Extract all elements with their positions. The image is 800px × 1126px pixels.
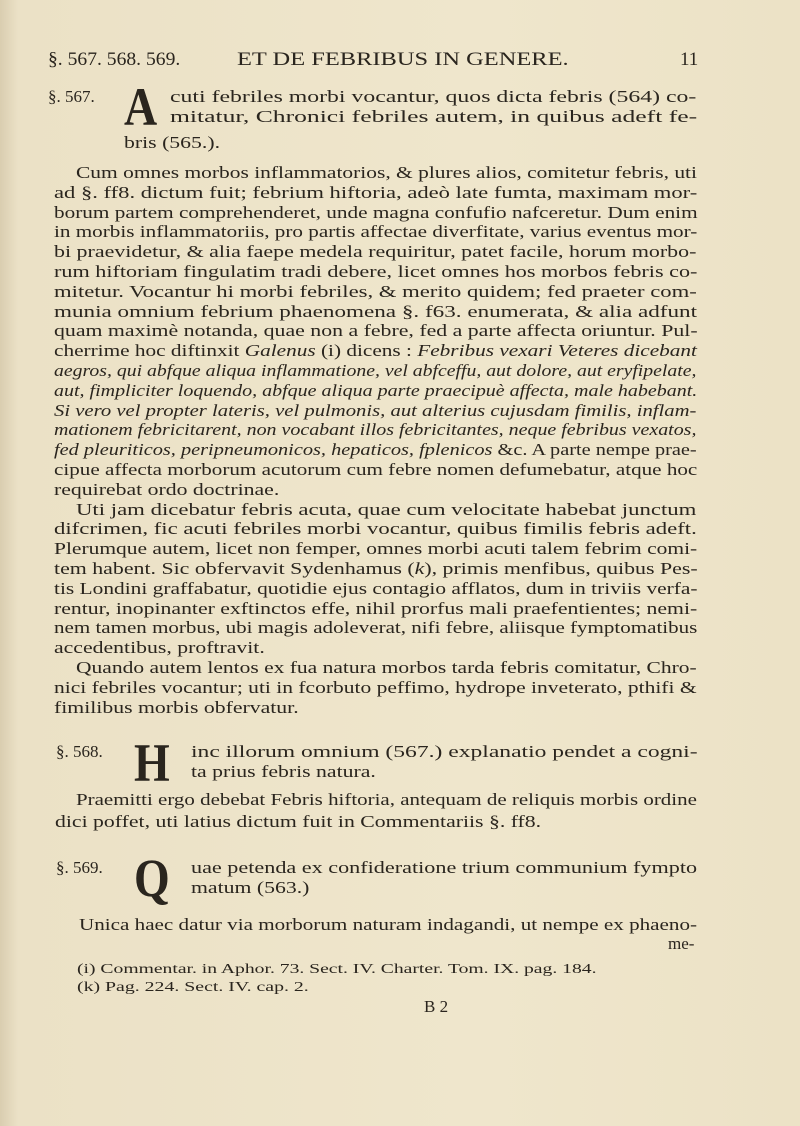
italic-text: aut, fimpliciter loquendo, abfque aliqua parte praecipuè affecta, male habebant.	[54, 380, 698, 400]
signature-mark: B 2	[424, 997, 449, 1016]
commentary-line	[54, 420, 696, 440]
page-number: 11	[680, 49, 699, 70]
text: Cum omnes morbos inflammatorios, & plures alios, comitetur febris, uti	[76, 163, 697, 182]
commentary-line	[54, 480, 279, 500]
italic-text: fed pleuriticos, peripneumonicos, hepaticos, fplenicos	[54, 440, 493, 460]
text: ad §. ff8. dictum fuit; febrium hiftoria, adeò late fumta, maximam mor-	[54, 182, 698, 202]
text: Plerumque autem, licet non femper, omnes morbi acuti talem febrim comi-	[54, 539, 698, 559]
running-title: ET DE FEBRIBUS IN GENERE.	[237, 49, 569, 70]
footnote-i: (i) Commentar. in Aphor. 73. Sect. IV. Charter. Tom. IX. pag. 184.	[77, 962, 597, 977]
footnote-k: (k) Pag. 224. Sect. IV. cap. 2.	[77, 980, 309, 995]
drop-cap-a: A	[124, 77, 158, 137]
commentary-line	[54, 539, 697, 559]
commentary-line	[76, 500, 696, 520]
italic-text: Galenus	[244, 341, 316, 361]
commentary-line	[76, 658, 697, 678]
drop-cap-h: H	[134, 733, 170, 793]
text: fimilibus morbis obfervatur.	[54, 697, 299, 717]
text: in morbis inflammatoriis, pro partis affectae diverfitate, varius eventus mor-	[54, 222, 698, 242]
text: (i) dicens :	[315, 341, 418, 361]
commentary-line	[54, 559, 698, 579]
commentary-line	[54, 460, 697, 480]
section-number-568: §. 568.	[56, 742, 103, 761]
text: tem habent. Sic obfervavit Sydenhamus (	[54, 559, 415, 578]
text: cipue affecta morborum acutorum cum febre nomen defumebatur, atque hoc	[54, 460, 698, 479]
text: borum partem comprehenderet, unde magna confufio nafceretur. Dum enim	[54, 202, 698, 222]
text: rum hiftoriam fingulatim tradi debere, licet omnes hos morbos febris co-	[54, 262, 698, 281]
italic-text: aegros, qui abfque aliqua inflammatione, vel abfceffu, aut dolore, aut eryfipelate,	[54, 361, 697, 380]
catchword: me-	[668, 934, 695, 953]
section-number-569: §. 569.	[56, 858, 103, 877]
commentary-line	[76, 163, 697, 183]
commentary-line	[54, 302, 697, 322]
text: difcrimen, fic acuti febriles morbi vocantur, quibus fimilis febris adeft.	[54, 519, 697, 539]
commentary-line	[54, 440, 697, 460]
section-569-commentary-line: Unica haec datur via morborum naturam indagandi, ut nempe ex phaeno-	[79, 915, 698, 934]
text: nem tamen morbus, ubi magis adoleverat, nifi febre, aliisque fymptomatibus	[54, 618, 698, 638]
commentary-line	[54, 262, 697, 282]
section-569-line: matum (563.)	[191, 878, 310, 897]
text: munia omnium febrium phaenomena §. f63. enumerata, & alia adfunt	[54, 301, 698, 321]
commentary-line	[54, 242, 696, 262]
text: bi praevidetur, & alia faepe medela requiritur, patet facile, horum morbo-	[54, 242, 697, 262]
italic-text: mationem febricitarent, non vocabant illos febricitantes, neque febribus vexatos,	[54, 420, 697, 440]
text: requirebat ordo doctrinae.	[54, 479, 280, 499]
commentary-line	[54, 341, 697, 361]
header-section-numbers: §. 567. 568. 569.	[48, 49, 181, 70]
text: Quando autem lentos ex fua natura morbos tarda febris comitatur, Chro-	[76, 658, 697, 677]
italic-text: k	[414, 559, 425, 578]
section-567-line: bris (565.).	[124, 133, 221, 152]
commentary-line	[54, 638, 265, 658]
italic-text: Febribus vexari Veteres dicebant	[417, 341, 697, 361]
text: tis Londini graffabatur, quotidie ejus contagio afflatos, dum in triviis verfa-	[54, 578, 698, 598]
commentary-line	[54, 183, 697, 203]
commentary-line	[54, 618, 697, 638]
text: ), primis menfibus, quibus Pes-	[424, 559, 698, 578]
section-568-line: inc illorum omnium (567.) explanatio pendet a cogni-	[191, 742, 698, 761]
commentary-line	[54, 519, 697, 539]
text: nici febriles vocantur; uti in fcorbuto peffimo, hydrope inveterato, pthifi &	[54, 677, 697, 697]
text: accedentibus, proftravit.	[54, 638, 265, 658]
commentary-line	[54, 579, 698, 599]
text: mitetur. Vocantur hi morbi febriles, & merito quidem; fed praeter com-	[54, 281, 697, 301]
commentary-line	[54, 282, 697, 302]
commentary-line	[54, 401, 696, 421]
text: quam maximè notanda, quae non a febre, fed a parte affecta oriuntur. Pul-	[54, 321, 698, 341]
text: &c. A parte nempe prae-	[492, 440, 697, 460]
section-number-567: §. 567.	[48, 87, 95, 106]
section-567-line: mitatur, Chronici febriles autem, in quibus adeft fe-	[170, 107, 698, 126]
commentary-line	[54, 222, 697, 242]
commentary-line	[54, 599, 697, 619]
text: rentur, inopinanter exftinctos effe, nihil prorfus mali praefentientes; nemi-	[54, 598, 698, 618]
text: cherrime hoc diftinxit	[54, 341, 245, 361]
commentary-line	[54, 698, 299, 718]
text: Uti jam dicebatur febris acuta, quae cum velocitate habebat junctum	[76, 499, 697, 519]
section-569-line: uae petenda ex confideratione trium communium fympto	[191, 858, 698, 877]
section-567-line: cuti febriles morbi vocantur, quos dicta febris (564) co-	[170, 87, 697, 106]
commentary-line	[54, 361, 696, 381]
section-568-commentary-line: Praemitti ergo debebat Febris hiftoria, antequam de reliquis morbis ordine	[76, 790, 697, 809]
italic-text: Si vero vel propter lateris, vel pulmonis, aut alterius cujusdam fimilis, inflam-	[54, 400, 697, 420]
section-568-commentary-line: dici poffet, uti latius dictum fuit in Commentariis §. ff8.	[55, 812, 542, 831]
commentary-line	[54, 203, 698, 223]
commentary-line	[54, 678, 697, 698]
commentary-line	[54, 381, 697, 401]
commentary-line	[54, 321, 698, 341]
section-568-line: ta prius febris natura.	[191, 762, 376, 781]
drop-cap-q: Q	[134, 848, 170, 908]
